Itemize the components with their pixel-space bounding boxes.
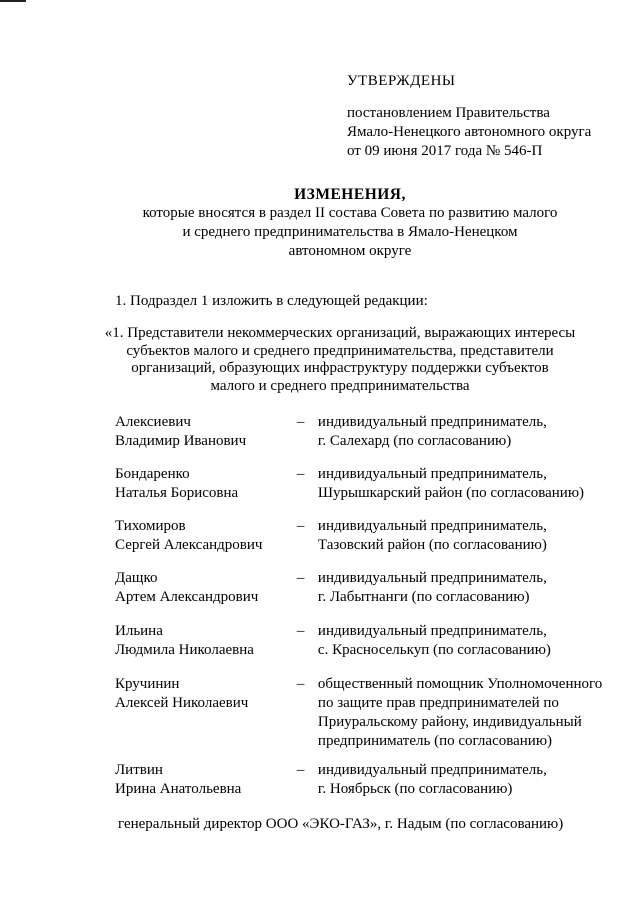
member-role	[318, 675, 605, 751]
member-role-line: предприниматель (по согласованию)	[317, 733, 553, 749]
member-role-line: по защите прав предпринимателей по	[317, 695, 559, 711]
member-name	[115, 675, 283, 751]
approval-line: от 09 июня 2017 года № 546-П	[347, 143, 543, 159]
member-row	[115, 465, 605, 503]
member-role-line: общественный помощник Уполномоченного	[317, 676, 603, 692]
member-name	[115, 413, 283, 451]
dash-separator: –	[296, 762, 305, 778]
member-role-line: Тазовский район (по согласованию)	[317, 537, 547, 553]
member-surname: Бондаренко	[115, 466, 190, 482]
footer-line: генеральный директор ООО «ЭКО-ГАЗ», г. Надым (по согласованию)	[118, 816, 564, 832]
intro-line: субъектов малого и среднего предпринимательства, представители	[126, 342, 554, 359]
member-role	[318, 465, 605, 503]
member-role	[318, 517, 605, 555]
member-given-names: Людмила Николаевна	[115, 642, 254, 658]
member-surname: Дащко	[115, 570, 158, 586]
member-role-line: индивидуальный предприниматель,	[317, 623, 547, 639]
document-title: ИЗМЕНЕНИЯ,	[294, 186, 406, 203]
member-role-line: индивидуальный предприниматель,	[317, 518, 547, 534]
member-role-line: г. Салехард (по согласованию)	[317, 433, 512, 449]
item-1: 1. Подраздел 1 изложить в следующей редакции:	[115, 293, 428, 309]
member-surname: Тихомиров	[115, 518, 186, 534]
subtitle-line: которые вносятся в раздел II состава Совета по развитию малого	[142, 205, 558, 221]
dash-separator: –	[296, 676, 305, 692]
member-surname: Литвин	[115, 762, 163, 778]
member-name	[115, 569, 283, 607]
member-given-names: Алексей Николаевич	[115, 695, 249, 711]
member-given-names: Владимир Иванович	[115, 433, 247, 449]
member-given-names: Артем Александрович	[115, 589, 259, 605]
member-row	[115, 413, 605, 451]
intro-line: «1. Представители некоммерческих организаций, выражающих интересы	[104, 325, 576, 341]
member-role-line: г. Лабытнанги (по согласованию)	[317, 589, 530, 605]
member-name	[115, 761, 283, 799]
scan-corner-mark	[0, 0, 26, 2]
member-surname: Алексиевич	[115, 414, 191, 430]
member-row	[115, 569, 605, 607]
member-name	[115, 517, 283, 555]
member-role-line: индивидуальный предприниматель,	[317, 762, 547, 778]
approval-line: постановлением Правительства	[347, 105, 550, 121]
dash-separator: –	[296, 623, 305, 639]
member-name	[115, 465, 283, 503]
member-role-line: с. Красноселькуп (по согласованию)	[317, 642, 551, 658]
member-given-names: Сергей Александрович	[115, 537, 263, 553]
member-row	[115, 761, 605, 799]
subtitle-line: и среднего предпринимательства в Ямало-Ненецком	[182, 224, 518, 240]
member-row	[115, 517, 605, 555]
member-row	[115, 622, 605, 660]
member-role-line: индивидуальный предприниматель,	[317, 414, 547, 430]
intro-line: малого и среднего предпринимательства	[210, 377, 470, 394]
member-surname: Ильина	[115, 623, 163, 639]
dash-separator: –	[296, 518, 305, 534]
member-role-line: Шурышкарский район (по согласованию)	[317, 485, 585, 501]
member-role	[318, 569, 605, 607]
member-given-names: Наталья Борисовна	[115, 485, 239, 501]
approval-block	[347, 73, 591, 161]
dash-separator: –	[296, 466, 305, 482]
subtitle-line: автономном округе	[288, 243, 412, 259]
approval-heading: УТВЕРЖДЕНЫ	[347, 73, 456, 89]
title-block	[0, 185, 640, 261]
member-role-line: индивидуальный предприниматель,	[317, 466, 547, 482]
member-role	[318, 761, 605, 799]
member-name	[115, 622, 283, 660]
member-role-line: г. Ноябрьск (по согласованию)	[317, 781, 513, 797]
dash-separator: –	[296, 414, 305, 430]
member-row	[115, 675, 605, 751]
member-given-names: Ирина Анатольевна	[115, 781, 242, 797]
subsection-intro	[0, 325, 640, 395]
member-role	[318, 622, 605, 660]
member-surname: Кручинин	[115, 676, 180, 692]
member-role	[318, 413, 605, 451]
approval-line: Ямало-Ненецкого автономного округа	[347, 124, 592, 140]
intro-line: организаций, образующих инфраструктуру поддержки субъектов	[131, 360, 549, 376]
dash-separator: –	[296, 570, 305, 586]
member-role-line: индивидуальный предприниматель,	[317, 570, 547, 586]
member-role-line: Приуральскому району, индивидуальный	[317, 714, 582, 730]
